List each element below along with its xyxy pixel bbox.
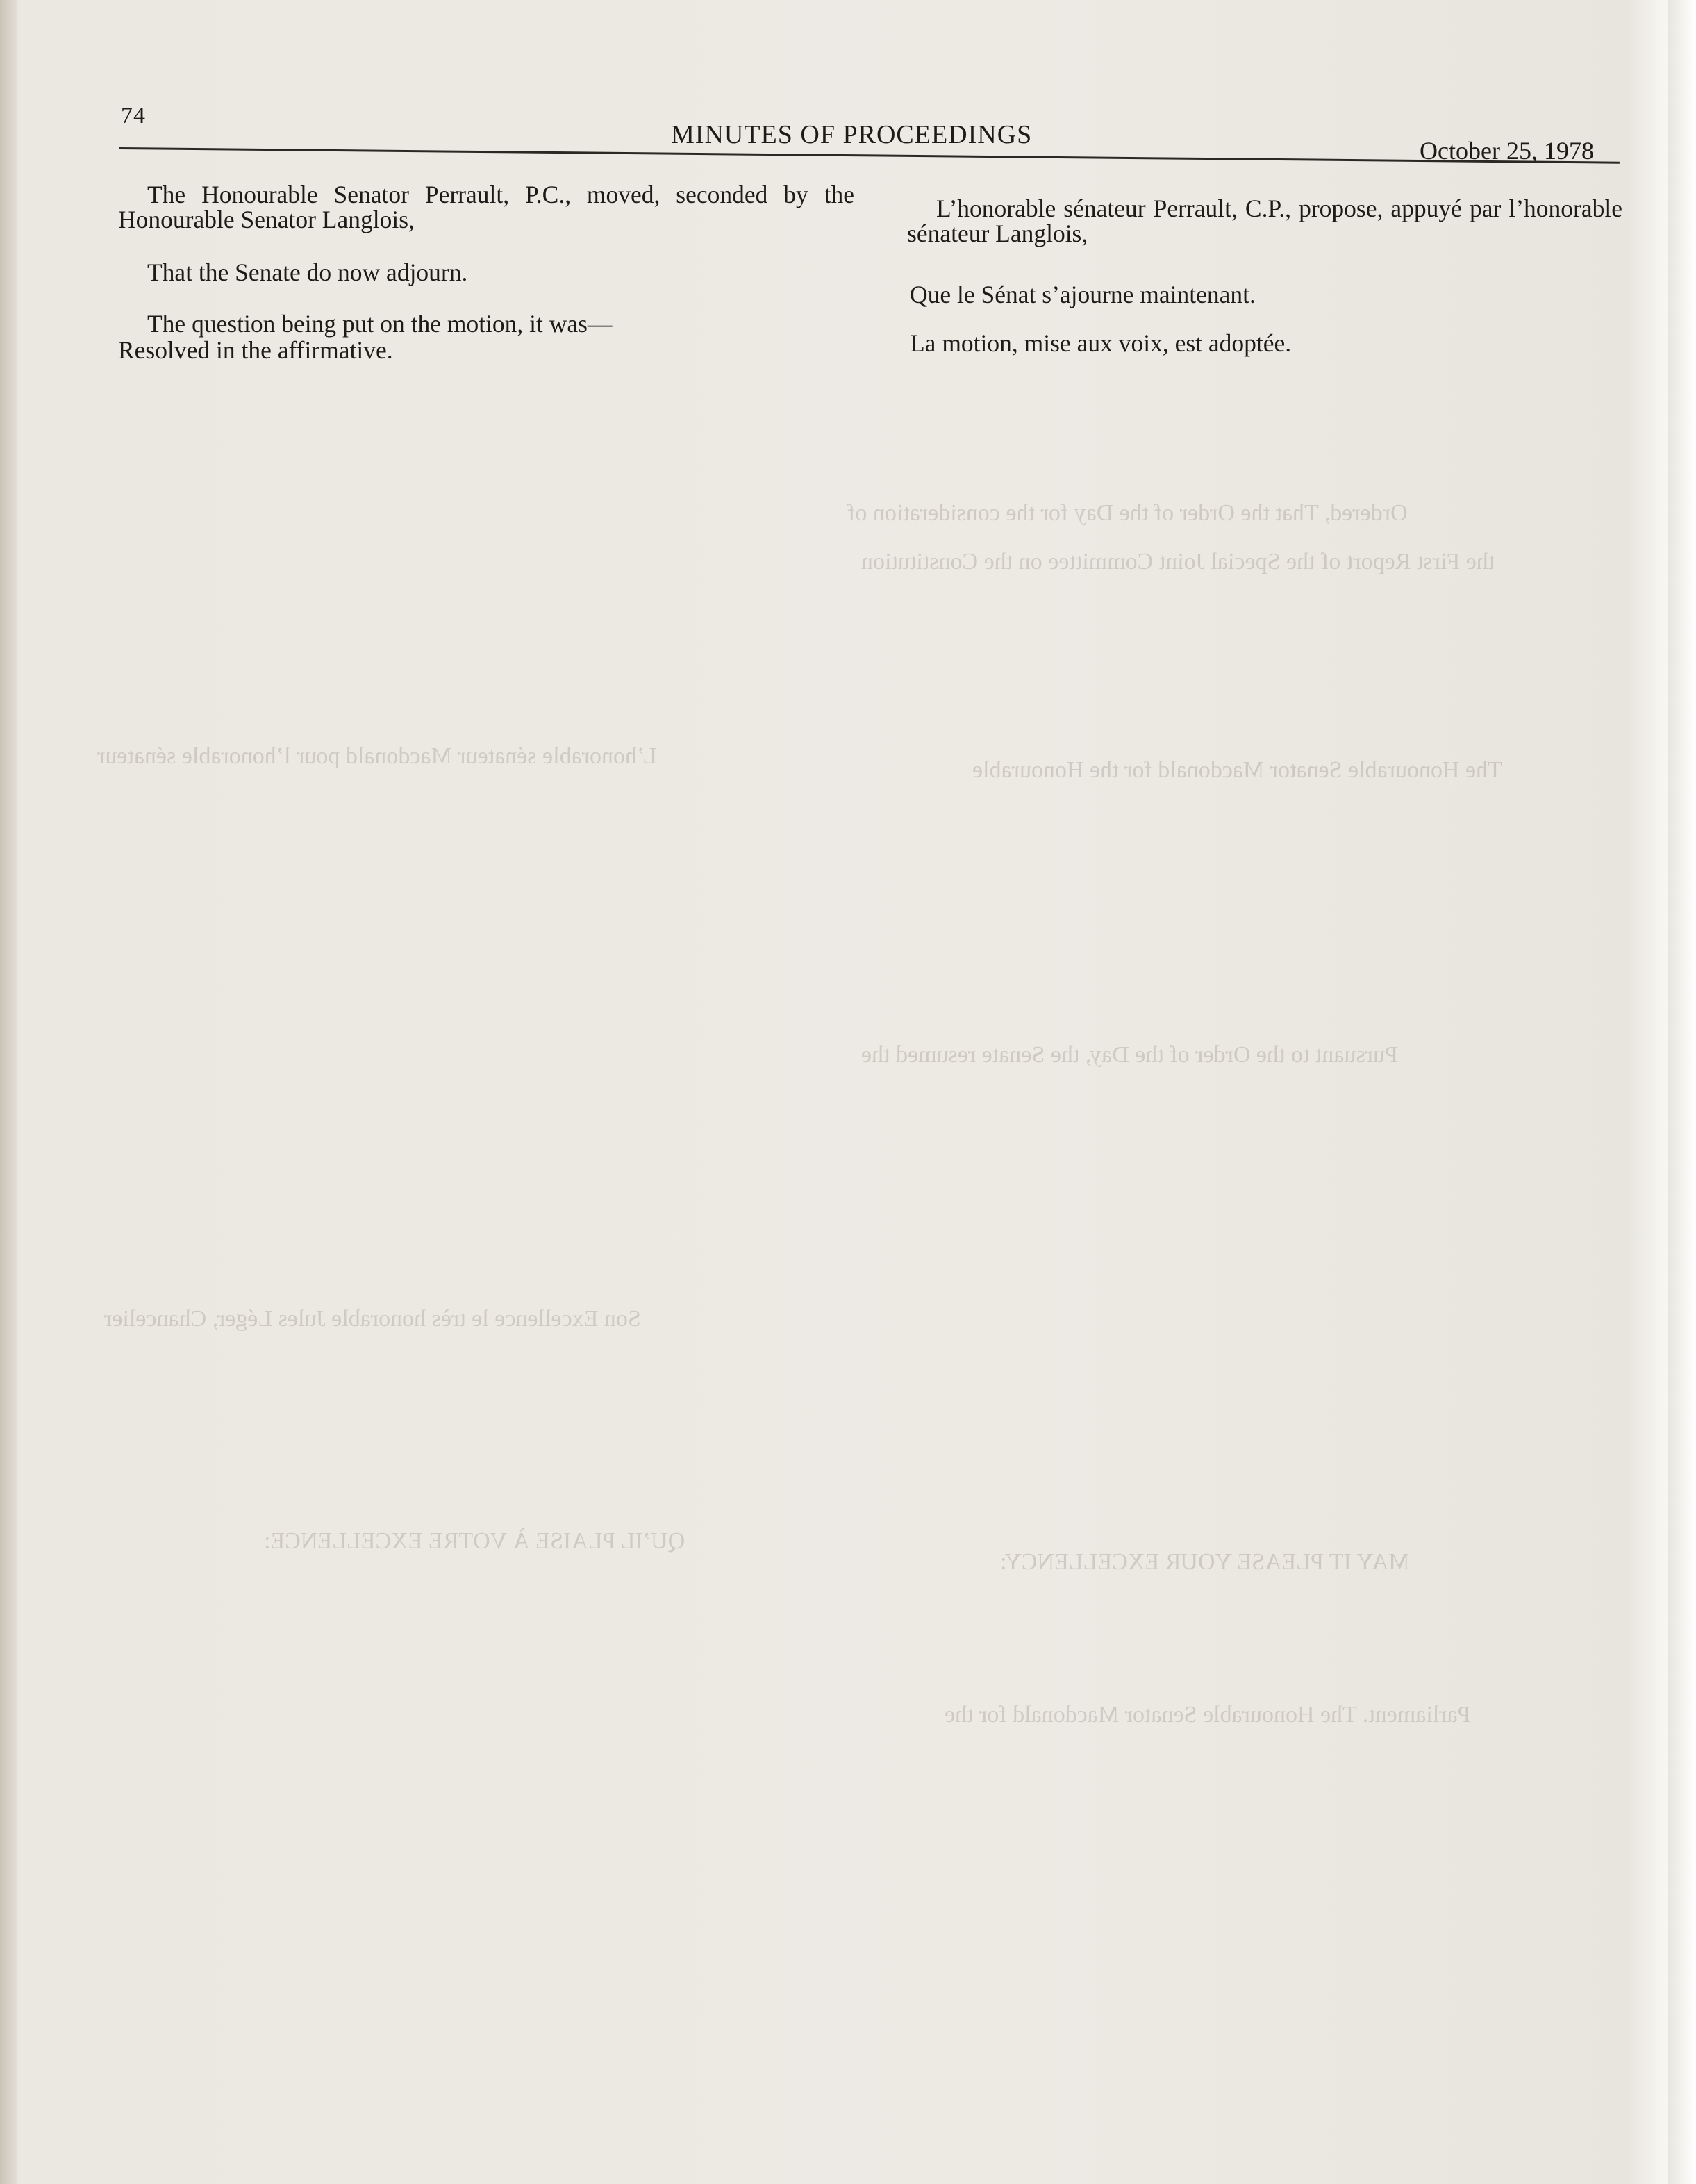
page-right-edge xyxy=(1668,0,1696,2184)
french-result-paragraph: La motion, mise aux voix, est adoptée. xyxy=(910,329,1292,357)
show-through-text: Ordered, That the Order of the Day for the consideration of xyxy=(847,500,1408,526)
english-motion-paragraph: The Honourable Senator Perrault, P.C., moved, seconded by the Honourable Senator Langlois, xyxy=(118,181,854,233)
english-adjourn-paragraph: That the Senate do now adjourn. xyxy=(147,258,468,286)
french-motion-paragraph: L’honorable sénateur Perrault, C.P., propose, appuyé par l’honorable sénateur Langlois, xyxy=(907,195,1622,247)
page-number: 74 xyxy=(121,103,146,129)
show-through-text: L’honorable sénateur Macdonald pour l’honorable sénateur xyxy=(97,743,657,769)
show-through-text: The Honourable Senator Macdonald for the Honourable xyxy=(972,757,1502,783)
english-question-line: The question being put on the motion, it was— xyxy=(147,310,613,338)
running-date: October 25, 1978 xyxy=(1420,137,1594,165)
show-through-text: MAY IT PLEASE YOUR EXCELLENCY: xyxy=(1000,1549,1410,1575)
show-through-text: Parliament. The Honourable Senator Macdonald for the xyxy=(945,1702,1471,1728)
french-adjourn-paragraph: Que le Sénat s’ajourne maintenant. xyxy=(910,281,1256,308)
english-resolved-line: Resolved in the affirmative. xyxy=(118,336,393,364)
show-through-text: the First Report of the Special Joint Committee on the Constitution xyxy=(861,549,1495,574)
show-through-text: QU’IL PLAISE À VOTRE EXCELLENCE: xyxy=(264,1528,685,1554)
show-through-text: Pursuant to the Order of the Day, the Senate resumed the xyxy=(861,1042,1398,1068)
page-binding-edge xyxy=(0,0,17,2184)
show-through-text: Son Excellence le très honorable Jules Léger, Chancelier xyxy=(104,1306,641,1332)
running-title: MINUTES OF PROCEEDINGS xyxy=(671,120,1033,149)
